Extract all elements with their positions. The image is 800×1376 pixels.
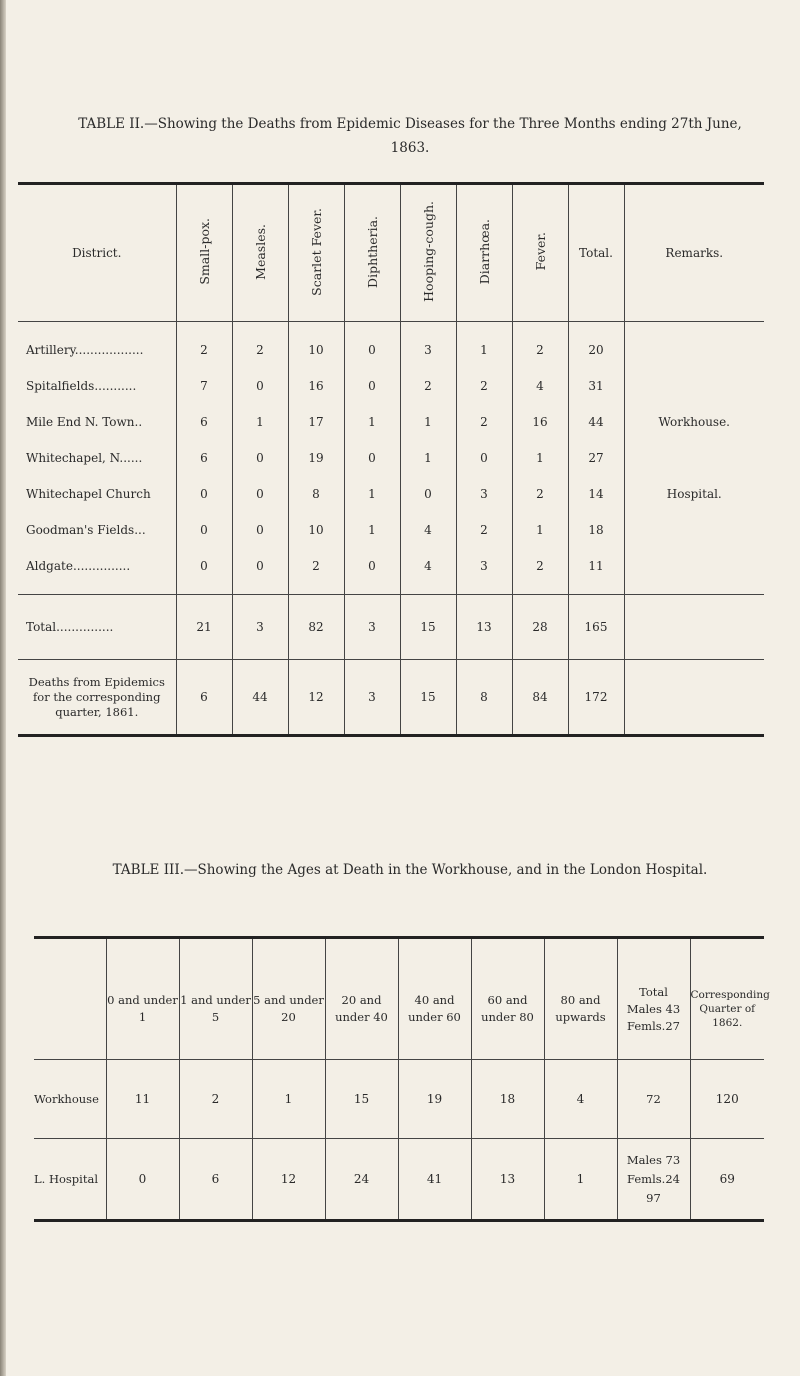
count-cell: 1 [344,476,400,512]
count-cell: 1 [344,512,400,548]
page-edge-shadow [0,0,6,1376]
header-age-20-40: 20 and under 40 [325,938,398,1060]
count-cell: 1 [400,440,456,476]
table2-header-row [18,184,764,322]
table3-row [34,1139,764,1221]
count-cell: 0 [232,440,288,476]
previous-cell: 84 [512,660,568,736]
total-cell: 3 [232,595,288,660]
row-label: L. Hospital [34,1172,98,1186]
count-cell: 2 [288,548,344,595]
count-cell: 0 [344,548,400,595]
age-count-cell: 19 [398,1060,471,1139]
remarks-cell [624,322,764,369]
remarks-cell [624,548,764,595]
age-count-cell: 2 [179,1060,252,1139]
count-cell: 4 [400,512,456,548]
previous-cell: 12 [288,660,344,736]
age-count-cell: 4 [544,1060,617,1139]
previous-label: Deaths from Epidemics for the corresponding quarter, 1861. [28,674,165,719]
previous-cell: 3 [344,660,400,736]
count-cell: 0 [344,368,400,404]
table2-total-row [18,595,764,660]
district-name: Whitechapel, N...... [26,451,143,465]
count-cell: 1 [456,322,512,369]
header-fever: Fever. [512,184,568,322]
total-line: Males 73 [626,1152,681,1167]
total-cell: 28 [512,595,568,660]
age-count-cell: 12 [252,1139,325,1221]
header-remarks: Remarks. [624,184,764,322]
count-cell: 10 [288,322,344,369]
count-cell: 0 [400,476,456,512]
header-small-pox: Small-pox. [176,184,232,322]
header-total: Total Males 43 Femls.27 [617,938,690,1060]
header-age-80-up: 80 and upwards [544,938,617,1060]
remarks-cell [624,512,764,548]
count-cell: 0 [456,440,512,476]
remarks-cell [624,368,764,404]
count-cell: 6 [176,440,232,476]
age-count-cell: 18 [471,1060,544,1139]
count-cell: 20 [568,322,624,369]
count-cell: 1 [512,512,568,548]
table3-header-row [34,938,764,1060]
table2-row [18,322,764,369]
table3-title: TABLE III.—Showing the Ages at Death in the Workhouse, and in the London Hospital. [112,862,708,878]
header-corresponding-quarter: Corresponding Quarter of 1862. [690,938,764,1060]
count-cell: 3 [400,322,456,369]
table2-row [18,512,764,548]
header-age-1-5: 1 and under 5 [179,938,252,1060]
age-count-cell: 1 [544,1139,617,1221]
corresponding-cell: 120 [690,1060,764,1139]
header-row-label [34,938,106,1060]
previous-cell [624,660,764,736]
header-diarrhoea: Diarrhœa. [456,184,512,322]
count-cell: 2 [512,476,568,512]
count-cell: 11 [568,548,624,595]
count-cell: 8 [288,476,344,512]
count-cell: 0 [176,548,232,595]
total-line: 97 [646,1190,661,1205]
age-count-cell: 15 [325,1060,398,1139]
count-cell: 0 [344,440,400,476]
count-cell: 7 [176,368,232,404]
district-name: Aldgate............... [26,559,131,573]
header-hooping-cough: Hooping-cough. [400,184,456,322]
row-label: Workhouse [34,1060,106,1139]
epidemic-deaths-table [18,182,764,737]
count-cell: 19 [288,440,344,476]
age-count-cell: 0 [106,1139,179,1221]
count-cell: 6 [176,404,232,440]
age-count-cell: 24 [325,1139,398,1221]
header-measles: Measles. [232,184,288,322]
count-cell: 2 [400,368,456,404]
count-cell: 14 [568,476,624,512]
total-cell: 82 [288,595,344,660]
age-count-cell: 41 [398,1139,471,1221]
header-district: District. [18,184,176,322]
count-cell: 4 [512,368,568,404]
count-cell: 18 [568,512,624,548]
count-cell: 2 [456,404,512,440]
total-line: 72 [646,1091,661,1106]
total-cell: 21 [176,595,232,660]
table2-row [18,404,764,440]
count-cell: 4 [400,548,456,595]
district-name: Whitechapel Church [26,487,151,501]
header-age-0-1: 0 and under 1 [106,938,179,1060]
table2-row [18,440,764,476]
total-cell [624,595,764,660]
ages-at-death-table [34,936,770,1222]
header-diphtheria: Diphtheria. [344,184,400,322]
previous-cell: 15 [400,660,456,736]
count-cell: 2 [232,322,288,369]
table2-row [18,368,764,404]
count-cell: 0 [232,368,288,404]
header-total: Total. [568,184,624,322]
count-cell: 0 [232,548,288,595]
total-cell [617,1139,690,1221]
count-cell: 3 [456,548,512,595]
count-cell: 2 [512,322,568,369]
header-age-40-60: 40 and under 60 [398,938,471,1060]
count-cell: 44 [568,404,624,440]
previous-cell: 44 [232,660,288,736]
remarks-cell: Hospital. [624,476,764,512]
count-cell: 0 [344,322,400,369]
header-age-5-20: 5 and under 20 [252,938,325,1060]
count-cell: 2 [512,548,568,595]
previous-cell: 6 [176,660,232,736]
total-cell: 15 [400,595,456,660]
district-name: Spitalfields........... [26,379,137,393]
table2-previous-row [18,660,764,736]
district-name: Artillery.................. [26,343,144,357]
count-cell: 3 [456,476,512,512]
count-cell: 16 [512,404,568,440]
total-cell: 3 [344,595,400,660]
header-age-60-80: 60 and under 80 [471,938,544,1060]
count-cell: 2 [456,368,512,404]
total-label: Total............... [18,595,176,660]
count-cell: 1 [344,404,400,440]
remarks-cell: Workhouse. [624,404,764,440]
count-cell: 0 [232,476,288,512]
count-cell: 27 [568,440,624,476]
total-cell [617,1060,690,1139]
corresponding-cell: 69 [690,1139,764,1221]
table2-row [18,548,764,595]
total-cell: 165 [568,595,624,660]
count-cell: 31 [568,368,624,404]
age-count-cell: 6 [179,1139,252,1221]
previous-cell: 172 [568,660,624,736]
header-scarlet-fever: Scarlet Fever. [288,184,344,322]
age-count-cell: 1 [252,1060,325,1139]
table2-row [18,476,764,512]
total-line: Femls.24 [627,1171,680,1186]
district-name: Goodman's Fields... [26,523,146,537]
count-cell: 1 [232,404,288,440]
count-cell: 0 [176,512,232,548]
age-count-cell: 11 [106,1060,179,1139]
count-cell: 0 [176,476,232,512]
previous-cell: 8 [456,660,512,736]
table2-title: TABLE II.—Showing the Deaths from Epidemic Diseases for the Three Months ending 27th June, 1863. [78,116,742,156]
age-count-cell: 13 [471,1139,544,1221]
district-name: Mile End N. Town.. [26,415,143,429]
count-cell: 1 [400,404,456,440]
count-cell: 17 [288,404,344,440]
count-cell: 2 [176,322,232,369]
count-cell: 0 [232,512,288,548]
count-cell: 16 [288,368,344,404]
total-cell: 13 [456,595,512,660]
remarks-cell [624,440,764,476]
count-cell: 2 [456,512,512,548]
count-cell: 10 [288,512,344,548]
table3-row [34,1060,764,1139]
count-cell: 1 [512,440,568,476]
